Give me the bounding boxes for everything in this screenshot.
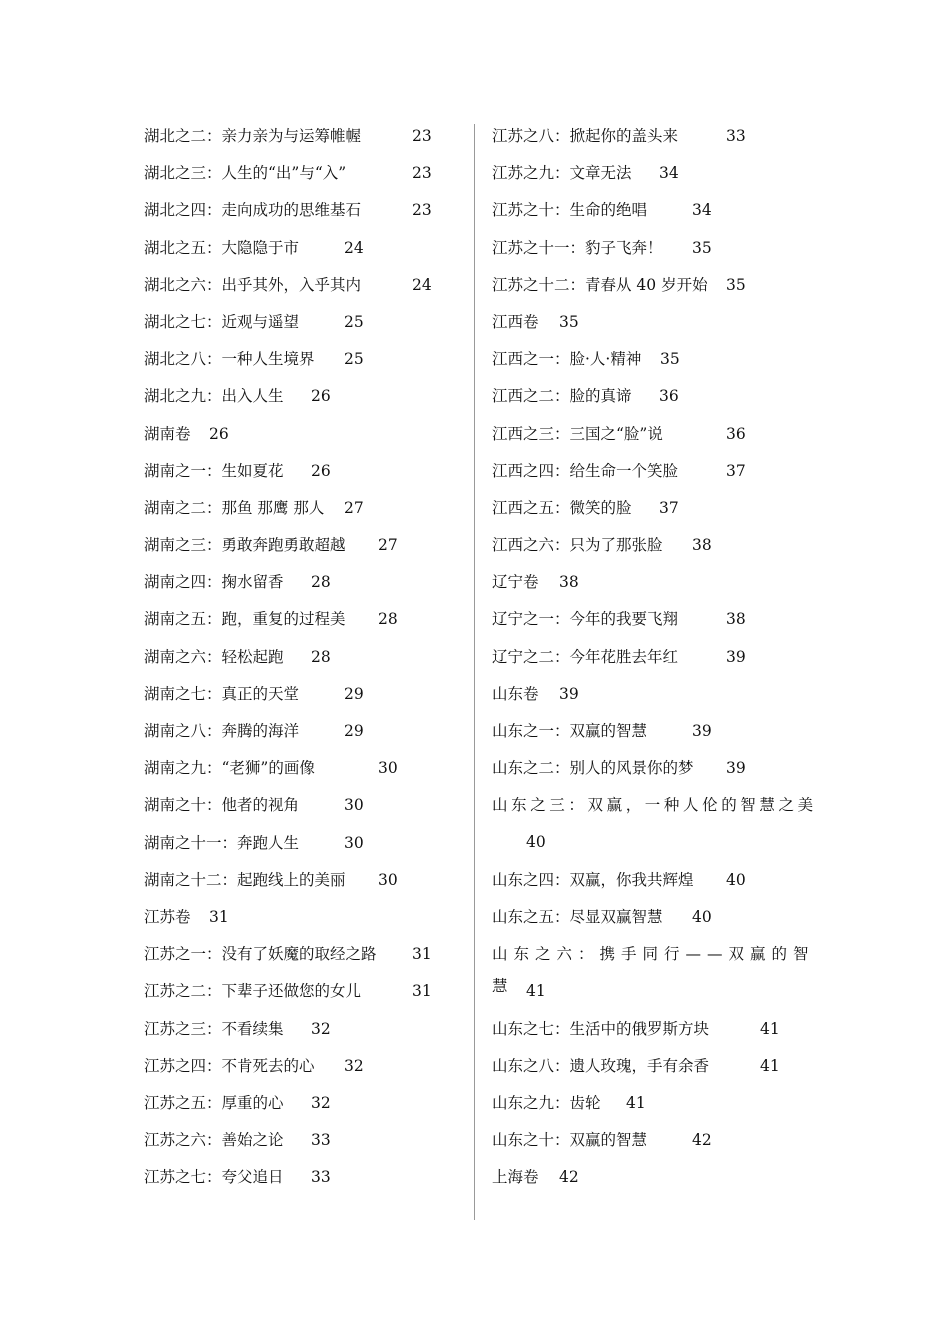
toc-entry[interactable] — [144, 641, 464, 678]
toc-entry-page: 29 — [344, 722, 364, 740]
toc-entry-page: 36 — [659, 387, 679, 406]
toc-entry[interactable] — [144, 1124, 464, 1161]
toc-entry[interactable] — [144, 232, 464, 269]
toc-entry-page: 40 — [726, 870, 746, 889]
toc-entry[interactable] — [492, 418, 822, 455]
toc-entry[interactable] — [492, 1013, 822, 1050]
toc-entry-title: 江苏之十：生命的绝唱 — [492, 201, 648, 220]
toc-entry-page: 27 — [378, 536, 398, 555]
toc-right-column — [492, 120, 822, 1198]
toc-entry[interactable] — [144, 678, 464, 715]
toc-entry[interactable] — [492, 157, 822, 194]
toc-entry-page: 35 — [660, 350, 680, 369]
toc-entry[interactable] — [492, 194, 822, 231]
toc-entry-title: 江西之五：微笑的脸 — [492, 498, 632, 517]
toc-entry-page: 40 — [526, 833, 546, 852]
toc-entry-page: 26 — [209, 424, 229, 443]
toc-entry-title: 湖南之七：真正的天堂 — [144, 684, 300, 703]
toc-entry[interactable] — [492, 1124, 822, 1161]
toc-entry[interactable] — [492, 120, 822, 157]
toc-entry[interactable] — [492, 269, 822, 306]
toc-entry-title: 山东之二：别人的风景你的梦 — [492, 759, 694, 778]
toc-entry[interactable] — [144, 827, 464, 864]
toc-entry-page: 30 — [344, 796, 364, 815]
toc-entry-title: 江西之三：三国之“脸”说 — [492, 424, 663, 443]
toc-entry-page: 27 — [344, 498, 364, 517]
toc-entry-title: 山东卷 — [492, 684, 539, 703]
toc-entry-title: 江西之一：脸·人·精神 — [492, 350, 642, 369]
toc-entry-title: 上海卷 — [492, 1168, 539, 1187]
toc-entry[interactable] — [144, 380, 464, 417]
toc-entry-page: 32 — [344, 1056, 364, 1075]
toc-entry-page: 33 — [726, 127, 746, 145]
toc-entry-title: 江苏之六：善始之论 — [144, 1131, 284, 1150]
toc-entry[interactable] — [492, 901, 822, 938]
toc-entry[interactable] — [144, 1050, 464, 1087]
toc-entry[interactable] — [492, 678, 822, 715]
toc-entry-title: 山东之五：尽显双赢智慧 — [492, 907, 663, 926]
toc-entry[interactable] — [492, 641, 822, 678]
toc-entry-title: 山东之四：双赢，你我共辉煌 — [492, 870, 694, 889]
toc-entry-page: 35 — [692, 238, 712, 257]
toc-entry-title: 江苏之三：不看续集 — [144, 1019, 284, 1038]
toc-entry-title: 湖南之二：那鱼 那鹰 那人 — [144, 498, 325, 517]
toc-entry[interactable] — [492, 380, 822, 417]
toc-entry-page: 23 — [412, 127, 432, 145]
toc-entry[interactable] — [492, 715, 822, 752]
toc-entry[interactable] — [492, 343, 822, 380]
toc-entry-title: 湖南之五：跑，重复的过程美 — [144, 610, 346, 629]
toc-entry-page: 28 — [378, 610, 398, 629]
toc-entry-page: 40 — [692, 907, 712, 926]
toc-entry-title: 湖南之一：生如夏花 — [144, 461, 284, 480]
toc-entry-page: 26 — [311, 387, 331, 406]
toc-entry-title: 湖南之十：他者的视角 — [144, 796, 300, 815]
toc-entry[interactable] — [144, 566, 464, 603]
toc-entry-title: 湖北之二：亲力亲为与运筹帷幄 — [144, 127, 362, 145]
toc-entry-page: 39 — [692, 722, 712, 740]
toc-entry-page: 42 — [559, 1168, 579, 1187]
toc-entry-page: 36 — [726, 424, 746, 443]
toc-entry-page: 32 — [311, 1019, 331, 1038]
toc-entry-page: 23 — [412, 164, 432, 183]
toc-entry-page: 33 — [311, 1168, 331, 1187]
toc-entry[interactable] — [144, 455, 464, 492]
toc-entry-title: 江西之二：脸的真谛 — [492, 387, 632, 406]
toc-entry[interactable] — [492, 492, 822, 529]
toc-entry-page: 41 — [760, 1056, 780, 1075]
toc-entry[interactable] — [492, 938, 822, 1012]
toc-entry-title: 江苏之四：不肯死去的心 — [144, 1056, 315, 1075]
toc-entry[interactable] — [144, 864, 464, 901]
toc-entry[interactable] — [144, 492, 464, 529]
toc-entry[interactable] — [144, 789, 464, 826]
toc-entry-title: 江苏之二：下辈子还做您的女儿 — [144, 982, 362, 1001]
toc-entry-page: 41 — [626, 1093, 646, 1112]
toc-entry-page: 37 — [659, 498, 679, 517]
toc-entry-title: 湖北之三：人生的“出”与“入” — [144, 164, 347, 183]
toc-entry-title: 湖北之六：出乎其外，入乎其内 — [144, 275, 362, 294]
toc-entry-page: 29 — [344, 684, 364, 703]
toc-entry-page: 35 — [559, 312, 579, 331]
toc-entry-title: 湖南之十二：起跑线上的美丽 — [144, 870, 346, 889]
toc-entry-title: 江苏之十一：豹子飞奔！ — [492, 238, 663, 257]
toc-entry-page: 33 — [311, 1131, 331, 1150]
toc-entry[interactable] — [144, 269, 464, 306]
toc-entry[interactable] — [144, 1013, 464, 1050]
toc-entry[interactable] — [492, 864, 822, 901]
toc-entry-title: 湖北之四：走向成功的思维基石 — [144, 201, 362, 220]
toc-entry[interactable] — [492, 232, 822, 269]
toc-entry-page: 30 — [344, 833, 364, 852]
toc-entry-page: 39 — [559, 684, 579, 703]
toc-entry[interactable] — [144, 1087, 464, 1124]
toc-entry[interactable] — [144, 529, 464, 566]
toc-entry-title: 江西之六：只为了那张脸 — [492, 536, 663, 555]
toc-entry-title: 湖南之三：勇敢奔跑勇敢超越 — [144, 536, 346, 555]
toc-entry-page: 39 — [726, 759, 746, 778]
toc-entry[interactable] — [492, 1087, 822, 1124]
toc-entry-page: 31 — [412, 945, 432, 964]
toc-entry-title: 江苏之五：厚重的心 — [144, 1093, 284, 1112]
toc-entry[interactable] — [492, 455, 822, 492]
toc-entry[interactable] — [144, 938, 464, 975]
toc-entry[interactable] — [144, 1161, 464, 1198]
toc-entry[interactable] — [144, 901, 464, 938]
toc-entry[interactable] — [144, 603, 464, 640]
toc-left-column — [144, 120, 464, 1198]
toc-entry-title: 山东之六：携手同行——双赢的智慧 — [492, 945, 815, 996]
toc-entry-title: 江西之四：给生命一个笑脸 — [492, 461, 679, 480]
toc-entry-title: 江苏之九：文章无法 — [492, 164, 632, 183]
toc-entry-page: 28 — [311, 573, 331, 592]
toc-entry[interactable] — [144, 306, 464, 343]
toc-entry-title: 江苏之十二：青春从 40 岁开始 — [492, 275, 708, 294]
toc-entry-title: 湖南之八：奔腾的海洋 — [144, 722, 300, 740]
toc-entry[interactable] — [144, 194, 464, 231]
toc-entry-page: 24 — [344, 238, 364, 257]
toc-entry[interactable] — [492, 529, 822, 566]
toc-entry-page: 39 — [726, 647, 746, 666]
toc-entry-title: 江苏之一：没有了妖魔的取经之路 — [144, 945, 377, 964]
toc-entry-title: 湖北之七：近观与遥望 — [144, 312, 300, 331]
toc-entry-title: 湖南卷 — [144, 424, 191, 443]
toc-entry[interactable] — [144, 975, 464, 1012]
toc-entry-title: 湖南之九：“老狮”的画像 — [144, 759, 315, 778]
toc-entry-page: 38 — [726, 610, 746, 629]
toc-entry-page: 25 — [344, 312, 364, 331]
toc-entry-page: 38 — [559, 573, 579, 592]
toc-entry-title: 湖南之十一：奔跑人生 — [144, 833, 300, 852]
toc-entry-title: 山东之八：遗人玫瑰，手有余香 — [492, 1056, 710, 1075]
toc-entry[interactable] — [492, 1050, 822, 1087]
toc-entry-page: 31 — [209, 907, 229, 926]
toc-entry[interactable] — [144, 752, 464, 789]
toc-entry-page: 25 — [344, 350, 364, 369]
toc-entry[interactable] — [144, 157, 464, 194]
toc-entry-page: 30 — [378, 870, 398, 889]
toc-entry-page: 26 — [311, 461, 331, 480]
toc-entry-title: 江苏之八：掀起你的盖头来 — [492, 127, 679, 145]
column-divider — [474, 124, 475, 1220]
toc-entry[interactable] — [492, 1161, 822, 1198]
toc-entry-title: 辽宁之一：今年的我要飞翔 — [492, 610, 679, 629]
toc-entry-page: 38 — [692, 536, 712, 555]
toc-entry[interactable] — [144, 120, 464, 157]
toc-entry-page: 32 — [311, 1093, 331, 1112]
toc-entry-title: 山东之三：双赢，一种人伦的智慧之美 — [492, 796, 817, 815]
toc-entry-title: 江苏之七：夸父追日 — [144, 1168, 284, 1187]
toc-entry-title: 湖南之六：轻松起跑 — [144, 647, 284, 666]
toc-entry[interactable] — [492, 306, 822, 343]
toc-entry-title: 山东之七：生活中的俄罗斯方块 — [492, 1019, 710, 1038]
toc-entry[interactable] — [144, 715, 464, 752]
toc-entry-title: 湖北之八：一种人生境界 — [144, 350, 315, 369]
toc-entry-title: 湖北之五：大隐隐于市 — [144, 238, 300, 257]
toc-entry[interactable] — [144, 343, 464, 380]
toc-entry-title: 辽宁之二：今年花胜去年红 — [492, 647, 679, 666]
toc-entry[interactable] — [492, 603, 822, 640]
toc-entry-page: 42 — [692, 1131, 712, 1150]
toc-entry-title: 湖南之四：掬水留香 — [144, 573, 284, 592]
toc-entry-page: 31 — [412, 982, 432, 1001]
toc-entry-page: 41 — [760, 1019, 780, 1038]
toc-entry[interactable] — [144, 418, 464, 455]
toc-entry[interactable] — [492, 566, 822, 603]
toc-entry-page: 30 — [378, 759, 398, 778]
toc-entry-title: 辽宁卷 — [492, 573, 539, 592]
toc-entry-title: 山东之一：双赢的智慧 — [492, 722, 648, 740]
toc-entry-title: 山东之九：齿轮 — [492, 1093, 601, 1112]
toc-entry-title: 江苏卷 — [144, 907, 191, 926]
toc-entry-page: 28 — [311, 647, 331, 666]
toc-entry-title: 江西卷 — [492, 312, 539, 331]
toc-entry-page: 35 — [726, 275, 746, 294]
toc-entry-title: 山东之十：双赢的智慧 — [492, 1131, 648, 1150]
toc-entry-title: 湖北之九：出入人生 — [144, 387, 284, 406]
toc-entry-page: 23 — [412, 201, 432, 220]
toc-entry[interactable] — [492, 789, 822, 863]
toc-entry-page: 34 — [659, 164, 679, 183]
toc-entry-page: 24 — [412, 275, 432, 294]
toc-entry[interactable] — [492, 752, 822, 789]
toc-entry-page: 34 — [692, 201, 712, 220]
toc-entry-page: 41 — [526, 982, 546, 1001]
toc-entry-page: 37 — [726, 461, 746, 480]
